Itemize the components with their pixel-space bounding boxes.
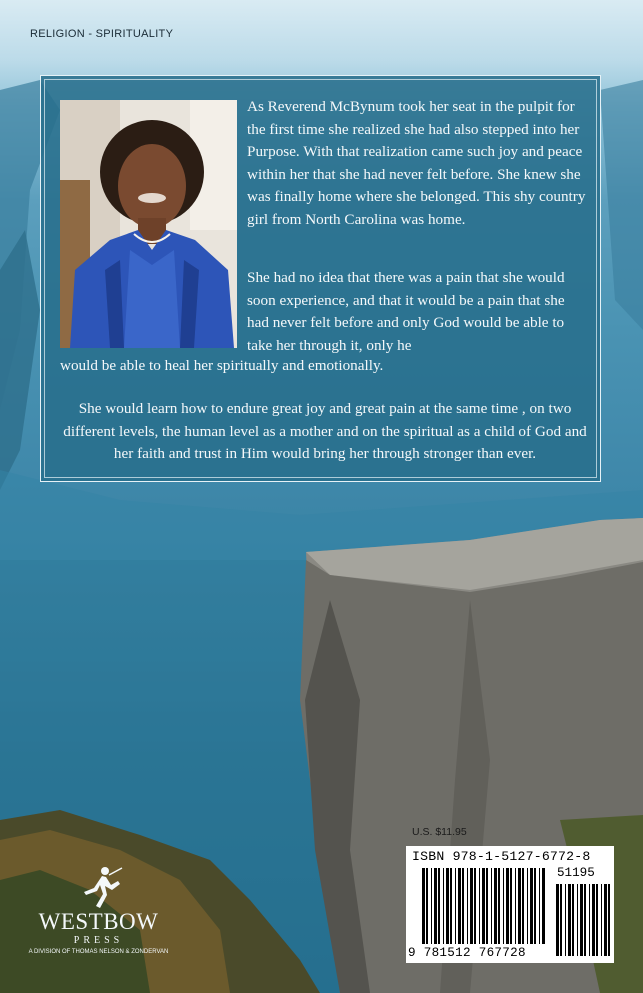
publisher-press: PRESS: [73, 935, 124, 946]
isbn-barcode: [406, 846, 614, 963]
publisher-logo: [26, 862, 171, 972]
blurb-paragraph-2: She had no idea that there was a pain that she would soon experience, and that it would be a pain that she had never felt before and only God would be able to take her through it, only he: [247, 269, 565, 354]
blurb-paragraph-1: As Reverend McBynum took her seat in the pulpit for the first time she realized she had also stepped into her Purpose. With that realization came such joy and peace within her that she had never felt before. She knew she was finally home where she belonged. This shy country girl from North Carolina was home.: [247, 98, 586, 228]
running-figure-icon: [76, 862, 126, 910]
isbn-label: ISBN 978-1-5127-6772-8: [412, 849, 591, 864]
publisher-name: WESTBOW: [38, 909, 159, 934]
publisher-division: A DIVISION OF THOMAS NELSON & ZONDERVAN: [28, 949, 169, 955]
blurb-paragraph-3: She would learn how to endure great joy and great pain at the same time , on two different levels, the human level as a mother and on the spiritual as a child of God and her faith and trust in Him would bring her through stronger than ever.: [63, 400, 587, 463]
author-photo: [60, 100, 237, 348]
isbn-number: 9 781512 767728: [408, 946, 526, 960]
isbn-addon: 51195: [557, 866, 595, 880]
blurb-paragraph-2-end: would be able to heal her spiritually and emotionally.: [60, 357, 384, 374]
price-label: U.S. $11.95: [412, 826, 467, 838]
category-label: RELIGION - SPIRITUALITY: [30, 28, 174, 40]
